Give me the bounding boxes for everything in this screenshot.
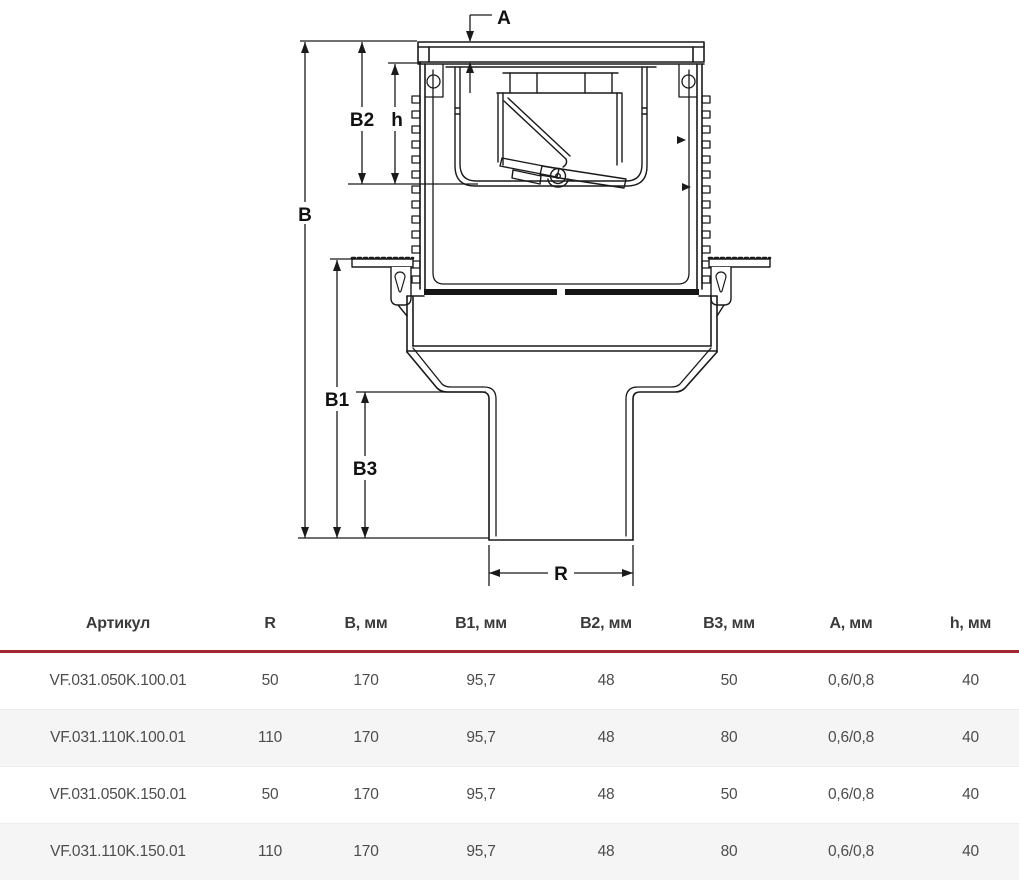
cell-b2: 48 bbox=[534, 710, 678, 767]
column-header-r: R bbox=[236, 598, 304, 652]
cell-h: 40 bbox=[922, 652, 1019, 710]
cell-a: 0,6/0,8 bbox=[780, 824, 922, 880]
dim-label-r: R bbox=[554, 564, 568, 585]
cell-r: 50 bbox=[236, 652, 304, 710]
cell-b3: 50 bbox=[678, 652, 780, 710]
cell-a: 0,6/0,8 bbox=[780, 710, 922, 767]
mounting-flange bbox=[352, 258, 770, 316]
cell-article: VF.031.110K.150.01 bbox=[0, 824, 236, 880]
trap-insert bbox=[497, 73, 622, 167]
cell-b: 170 bbox=[304, 652, 428, 710]
cell-b: 170 bbox=[304, 710, 428, 767]
cell-b: 170 bbox=[304, 767, 428, 824]
cell-b: 170 bbox=[304, 824, 428, 880]
cell-article: VF.031.050K.100.01 bbox=[0, 652, 236, 710]
dim-label-b3: B3 bbox=[353, 459, 377, 480]
lower-body bbox=[407, 296, 717, 352]
table-row bbox=[0, 710, 1019, 767]
cell-b1: 95,7 bbox=[428, 652, 534, 710]
column-header-b1: B1, мм bbox=[428, 598, 534, 652]
inner-liner bbox=[433, 70, 689, 284]
dim-label-b2: B2 bbox=[350, 110, 374, 131]
grate-cover bbox=[418, 42, 704, 62]
cell-b1: 95,7 bbox=[428, 710, 534, 767]
cell-r: 50 bbox=[236, 767, 304, 824]
cell-b2: 48 bbox=[534, 824, 678, 880]
table-row bbox=[0, 767, 1019, 824]
column-header-b2: B2, мм bbox=[534, 598, 678, 652]
cell-b2: 48 bbox=[534, 652, 678, 710]
column-header-h: h, мм bbox=[922, 598, 1019, 652]
dim-label-h: h bbox=[391, 110, 403, 131]
body-seam bbox=[424, 289, 699, 296]
table-row bbox=[0, 824, 1019, 880]
table-row bbox=[0, 652, 1019, 710]
cell-a: 0,6/0,8 bbox=[780, 652, 922, 710]
cell-r: 110 bbox=[236, 824, 304, 880]
check-valve-flaps bbox=[500, 158, 626, 188]
cell-article: VF.031.110K.100.01 bbox=[0, 710, 236, 767]
cell-h: 40 bbox=[922, 767, 1019, 824]
dim-label-b1: B1 bbox=[325, 390, 350, 411]
housing-walls bbox=[418, 64, 704, 289]
housing-ribs bbox=[412, 96, 710, 283]
cell-b1: 95,7 bbox=[428, 824, 534, 880]
funnel-outlet-pipe bbox=[407, 348, 717, 540]
column-header-b: B, мм bbox=[304, 598, 428, 652]
drain-body-outline bbox=[352, 42, 770, 540]
column-header-a: А, мм bbox=[780, 598, 922, 652]
spec-table bbox=[0, 598, 1019, 880]
dimension-annotations bbox=[294, 8, 633, 586]
dim-label-a: A bbox=[497, 8, 511, 29]
screw-bosses bbox=[425, 64, 697, 97]
cell-h: 40 bbox=[922, 710, 1019, 767]
spec-table-body bbox=[0, 652, 1019, 880]
cell-h: 40 bbox=[922, 824, 1019, 880]
cell-b3: 80 bbox=[678, 824, 780, 880]
cell-b3: 50 bbox=[678, 767, 780, 824]
cell-r: 110 bbox=[236, 710, 304, 767]
cell-b2: 48 bbox=[534, 767, 678, 824]
cell-a: 0,6/0,8 bbox=[780, 767, 922, 824]
cell-article: VF.031.050K.150.01 bbox=[0, 767, 236, 824]
dim-label-b: B bbox=[298, 205, 312, 226]
column-header-article: Артикул bbox=[0, 598, 236, 652]
spec-table-header bbox=[0, 598, 1019, 652]
column-header-b3: B3, мм bbox=[678, 598, 780, 652]
cell-b3: 80 bbox=[678, 710, 780, 767]
cell-b1: 95,7 bbox=[428, 767, 534, 824]
